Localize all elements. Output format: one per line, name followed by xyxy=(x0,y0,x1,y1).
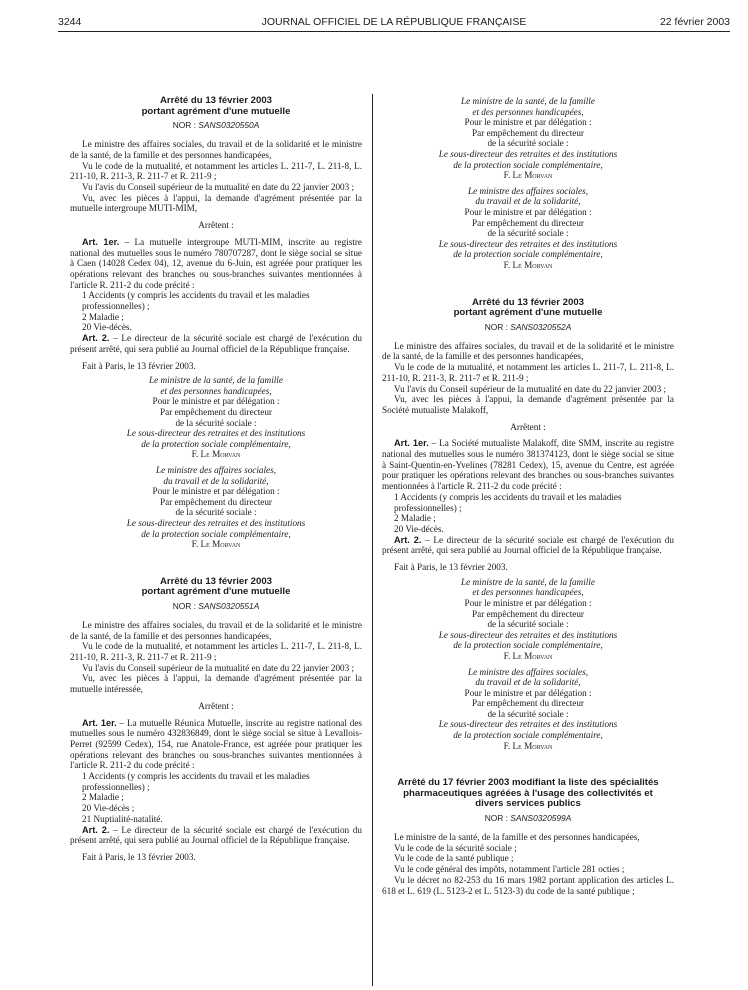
nor-reference: NOR : SANS0320550A xyxy=(172,120,260,131)
preamble-para: Le ministre de la santé, de la famille et des personnes handicapées, xyxy=(394,832,640,843)
branch-item: 1 Accidents (y compris les accidents du travail et les maladies professionnelles) ; xyxy=(82,290,310,312)
spacer xyxy=(382,756,674,778)
preamble-para: Vu l'avis du Conseil supérieur de la mutualité en date du 22 janvier 2003 ; xyxy=(82,662,355,673)
signature-block-affaires: Le ministre des affaires sociales, du travail et de la solidarité, Pour le ministre et par délégation : Par empêchement du directeur de la sécurité sociale : Le sous-directeur des retraites et des institutions de la protection sociale complémentaire, F. Le Morvan xyxy=(438,185,618,270)
issue-date: 22 février 2003 xyxy=(659,16,730,28)
arrete-3 xyxy=(382,298,674,752)
page-number: 3244 xyxy=(58,16,82,28)
arrete-title: Arrêté du 13 février 2003 xyxy=(160,95,272,106)
preamble-para: Vu, avec les pièces à l'appui, la demande d'agrément présentée par la mutuelle intergroupe MUTI-MIM, xyxy=(70,192,362,214)
fait-a-paris: Fait à Paris, le 13 février 2003. xyxy=(82,852,196,862)
signature-block-affaires: Le ministre des affaires sociales, du travail et de la solidarité, Pour le ministre et par délégation : Par empêchement du directeur de la sécurité sociale : Le sous-directeur des retraites et des institutions de la protection sociale complémentaire, F. Le Morvan xyxy=(126,465,306,550)
arrete-1 xyxy=(70,96,362,550)
nor-reference: NOR : SANS0320551A xyxy=(172,600,260,611)
preamble-para: Vu, avec les pièces à l'appui, la demande d'agrément présentée par la Société mutualiste Malakoff, xyxy=(382,394,674,415)
arrete-subtitle: portant agrément d'une mutuelle xyxy=(453,307,603,319)
branch-item: 21 Nuptialité-natalité. xyxy=(82,813,163,824)
column-divider xyxy=(372,94,373,986)
article-2-text: Art. 2. – Le directeur de la sécurité sociale est chargé de l'exécution du présent arrêté, qui sera publié au Journal officiel de la République française. xyxy=(70,824,362,846)
preamble-para: Le ministre des affaires sociales, du travail et de la solidarité et le ministre de la santé, de la famille et des personnes handicapées, xyxy=(70,619,362,641)
signature-block-sante: Le ministre de la santé, de la famille et des personnes handicapées, Pour le ministre et par délégation : Par empêchement du directeur de la sécurité sociale : Le sous-directeur des retraites et des institutions de la protection sociale complémentaire, F. Le Morvan xyxy=(126,375,306,460)
arrete-title-line-3: divers services publics xyxy=(475,798,581,810)
arrete-title: Arrêté du 17 février 2003 modifiant la liste des spécialités xyxy=(397,777,659,789)
arrete-title-line-2: pharmaceutiques agréées à l'usage des collectivités et xyxy=(403,787,653,799)
preamble-para: Vu le décret no 82-253 du 16 mars 1982 portant application des articles L. 618 et L. 619 (L. 5123-2 et L. 5123-3) du code de la santé publique ; xyxy=(382,874,674,896)
arretent-label: Arrêtent : xyxy=(198,220,234,231)
preamble-para: Vu le code de la mutualité, et notamment les articles L. 211-7, L. 211-8, L. 211-10, R. 211-3, R. 211-7 et R. 211-9 ; xyxy=(382,362,674,383)
preamble-para: Vu le code de la mutualité, et notamment les articles L. 211-7, L. 211-8, L. 211-10, R. 211-3, R. 211-7 et R. 211-9 ; xyxy=(70,641,362,663)
article-1-text: Art. 1er. – La Société mutualiste Malakoff, dite SMM, inscrite au registre national des mutuelles sous le numéro 381374123, dont le siège social se situe à Saint-Quentin-en-Yvelines (78281 Cedex), 15, avenue du Centre, est agréée pour pratiquer les opérations relevant des branches ou sous-branches suivantes mentionnées à l'article R. 211-2 du code précité : xyxy=(382,438,675,492)
arrete-subtitle: portant agrément d'une mutuelle xyxy=(141,586,291,598)
article-2-text: Art. 2. – Le directeur de la sécurité sociale est chargé de l'exécution du présent arrêté, qui sera publié au Journal officiel de la République française. xyxy=(70,333,362,354)
signature-block-sante: Le ministre de la santé, de la famille et des personnes handicapées, Pour le ministre et par délégation : Par empêchement du directeur de la sécurité sociale : Le sous-directeur des retraites et des institutions de la protection sociale complémentaire, F. Le Morvan xyxy=(438,576,618,661)
preamble-para: Vu le code de la santé publique ; xyxy=(394,853,514,864)
preamble-para: Le ministre des affaires sociales, du travail et de la solidarité et le ministre de la santé, de la famille et des personnes handicapées, xyxy=(382,340,674,362)
branch-item: 1 Accidents (y compris les accidents du travail et les maladies professionnelles) ; xyxy=(394,491,622,513)
spacer xyxy=(382,276,674,298)
page-header xyxy=(58,16,730,30)
preamble-para: Vu le code de la mutualité, et notamment les articles L. 211-7, L. 211-8, L. 211-10, R. 211-3, R. 211-7 et R. 211-9 ; xyxy=(70,160,362,182)
arrete-title: Arrêté du 13 février 2003 xyxy=(160,575,272,587)
article-2-text: Art. 2. – Le directeur de la sécurité sociale est chargé de l'exécution du présent arrêté, qui sera publié au Journal officiel de la République française. xyxy=(382,534,674,556)
signature-block-sante: Le ministre de la santé, de la famille et des personnes handicapées, Pour le ministre et par délégation : Par empêchement du directeur de la sécurité sociale : Le sous-directeur des retraites et des institutions de la protection sociale complémentaire, F. Le Morvan xyxy=(438,96,618,181)
branch-item: 1 Accidents (y compris les accidents du travail et les maladies professionnelles) ; xyxy=(82,771,310,792)
branch-item: 20 Vie-décès. xyxy=(82,322,132,333)
preamble-para: Vu l'avis du Conseil supérieur de la mutualité en date du 22 janvier 2003 ; xyxy=(394,383,667,394)
arrete-title: Arrêté du 13 février 2003 xyxy=(472,296,584,308)
preamble-para: Vu le code de la sécurité sociale ; xyxy=(394,842,517,853)
preamble-para: Vu l'avis du Conseil supérieur de la mutualité en date du 22 janvier 2003 ; xyxy=(82,182,355,192)
branch-item: 2 Maladie ; xyxy=(82,311,124,322)
spacer xyxy=(70,555,362,577)
left-column xyxy=(70,96,362,867)
signature-block-affaires: Le ministre des affaires sociales, du travail et de la solidarité, Pour le ministre et par délégation : Par empêchement du directeur de la sécurité sociale : Le sous-directeur des retraites et des institutions de la protection sociale complémentaire, F. Le Morvan xyxy=(438,666,618,751)
arrete-4 xyxy=(382,778,674,896)
arrete-subtitle: portant agrément d'une mutuelle xyxy=(141,105,291,117)
branch-item: 2 Maladie ; xyxy=(82,792,124,803)
preamble-para: Le ministre des affaires sociales, du travail et de la solidarité et le ministre de la santé, de la famille et des personnes handicapées, xyxy=(70,139,362,160)
fait-a-paris: Fait à Paris, le 13 février 2003. xyxy=(82,360,196,371)
fait-a-paris: Fait à Paris, le 13 février 2003. xyxy=(394,562,508,573)
article-1-text: Art. 1er. – La mutuelle Réunica Mutuelle, inscrite au registre national des mutuelles sous le numéro 432836849, dont le siège social se situe à Levallois-Perret (92599 Cedex), 154, rue Anatole-France, est agréée pour pratiquer les opérations relevant des branches ou sous-branches suivantes mentionnées à l'article R. 211-2 du code précité : xyxy=(70,717,362,771)
nor-reference: NOR : SANS0320599A xyxy=(484,813,572,824)
arrete-2 xyxy=(70,577,362,863)
right-column xyxy=(382,96,674,896)
branch-item: 2 Maladie ; xyxy=(394,513,436,524)
article-1-text: Art. 1er. – La mutuelle intergroupe MUTI-MIM, inscrite au registre national des mutuelles sous le numéro 780707287, dont le siège social se situe à Caen (14028 Cedex 04), 12, avenue du 6-Juin, est agréée pour pratiquer les opérations relevant des branches ou sous-branches suivantes mentionnées à l'article R. 211-2 du code précité : xyxy=(70,236,362,290)
preamble-para: Vu, avec les pièces à l'appui, la demande d'agrément présentée par la mutuelle intéressée, xyxy=(70,673,362,695)
arretent-label: Arrêtent : xyxy=(198,700,234,711)
journal-title: JOURNAL OFFICIEL DE LA RÉPUBLIQUE FRANÇAISE xyxy=(261,16,527,28)
branch-item: 20 Vie-décès. xyxy=(394,523,444,534)
header-divider xyxy=(58,31,730,32)
arretent-label: Arrêtent : xyxy=(510,421,546,432)
nor-reference: NOR : SANS0320552A xyxy=(484,321,572,332)
branch-item: 20 Vie-décès ; xyxy=(82,803,135,814)
preamble-para: Vu le code général des impôts, notamment l'article 281 octies ; xyxy=(394,864,625,875)
